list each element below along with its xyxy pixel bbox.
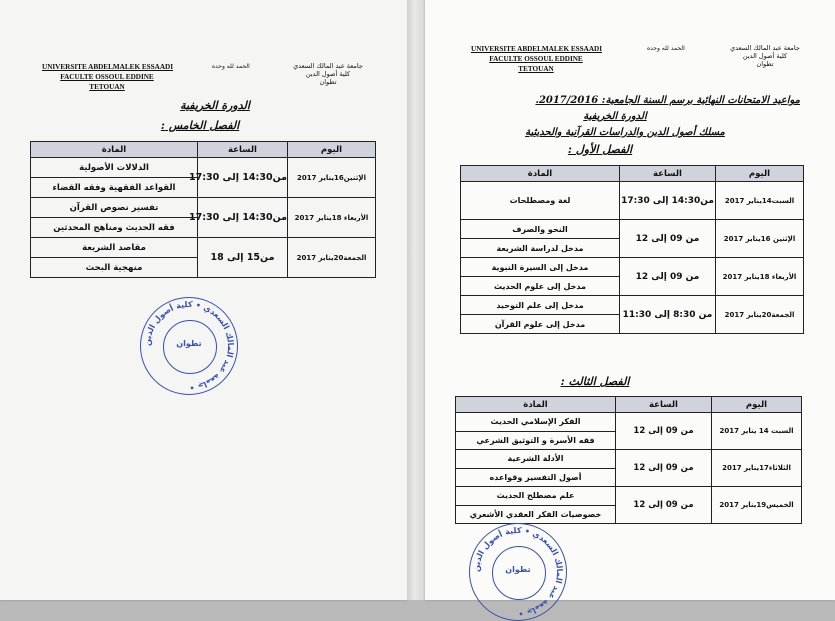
header-ar-city: تطوان <box>756 60 774 68</box>
schedule-table-s1 <box>460 165 804 334</box>
exam-day: الثلاثاء17يناير 2017 <box>712 450 802 487</box>
exam-subject: أصول التفسير وقواعده <box>456 468 616 487</box>
university-stamp <box>469 523 567 621</box>
column-header-subject: المادة <box>31 142 198 158</box>
table-row <box>461 296 804 315</box>
basmala: الحمد لله وحده <box>647 45 685 52</box>
exam-subject: علم مصطلح الحديث <box>456 487 616 506</box>
exam-subject: فقه الأسرة و التوثيق الشرعي <box>456 431 616 450</box>
exam-subject: مدخل إلى علوم الحديث <box>461 277 620 296</box>
exam-subject: مدخل إلى علم التوحيد <box>461 296 620 315</box>
exam-subject: خصوصيات الفكر العقدي الأشعري <box>456 505 616 524</box>
exam-subject: مقاصد الشريعة <box>31 238 198 258</box>
exam-day: الإثنين 16يناير 2017 <box>716 220 804 258</box>
track-title: مسلك أصول الدين والدراسات القرآنية والحديثية <box>525 127 725 138</box>
stamp-center-text: تطوان <box>176 339 202 348</box>
exam-subject: الدلالات الأصولية <box>31 158 198 178</box>
schedule-table-s5 <box>30 141 376 278</box>
exam-subject: فقه الحديث ومناهج المحدثين <box>31 218 198 238</box>
exam-time: من 09 إلى 12 <box>616 450 712 487</box>
exam-subject: الأدلة الشرعية <box>456 450 616 469</box>
exam-day: الأربعاء 18يناير 2017 <box>716 258 804 296</box>
exam-day: السبت 14 يناير 2017 <box>712 413 802 450</box>
stamp-ring-text: جامعة عبد المالك السعدي • كلية أصول الدين • <box>471 525 565 619</box>
header-fr <box>471 44 601 74</box>
exam-subject: الفكر الإسلامي الحديث <box>456 413 616 432</box>
table-row <box>456 487 802 506</box>
table-row <box>461 182 804 220</box>
column-header-time: الساعة <box>616 397 712 413</box>
exam-subject: مدخل لدراسة الشريعة <box>461 239 620 258</box>
main-title: مواعيد الامتحانات النهائية برسم السنة الجامعية: 2017/2016. <box>535 95 800 106</box>
exam-day: الجمعة20يناير 2017 <box>716 296 804 334</box>
exam-time: من14:30 إلى 17:30 <box>620 182 716 220</box>
header-ar <box>292 62 364 86</box>
book-gutter <box>407 0 425 600</box>
exam-time: من14:30 إلى 17:30 <box>198 198 288 238</box>
table-row <box>31 238 376 258</box>
semester1-title: الفصل الأول : <box>567 143 633 156</box>
table-row <box>456 450 802 469</box>
exam-time: من 8:30 إلى 11:30 <box>620 296 716 334</box>
semester3-title: الفصل الثالث : <box>560 375 630 388</box>
exam-time: من 09 إلى 12 <box>620 258 716 296</box>
stamp-ring-text: جامعة عبد المالك السعدي • كلية أصول الدين • <box>142 299 236 393</box>
session-title: الدورة الخريفية <box>583 111 647 122</box>
exam-subject: منهجية البحث <box>31 258 198 278</box>
header-fr-faculty: FACULTE OSSOUL EDDINE <box>489 55 583 63</box>
semester-title: الفصل الخامس : <box>160 119 240 132</box>
column-header-day: اليوم <box>712 397 802 413</box>
header-ar <box>725 44 805 68</box>
header-ar-faculty: كلية أصول الدين <box>305 70 351 78</box>
exam-time: من15 إلى 18 <box>198 238 288 278</box>
exam-day: السبت14يناير 2017 <box>716 182 804 220</box>
column-header-day: اليوم <box>716 166 804 182</box>
header-fr <box>42 62 172 92</box>
table-row <box>31 158 376 178</box>
stamp-center-text: تطوان <box>505 565 531 574</box>
session-title: الدورة الخريفية <box>180 99 250 112</box>
header-fr-university: UNIVERSITE ABDELMALEK ESSAADI <box>42 63 174 71</box>
header-ar-faculty: كلية أصول الدين <box>742 52 788 60</box>
exam-subject: القواعد الفقهية وفقه القضاء <box>31 178 198 198</box>
right-sheet <box>425 0 835 619</box>
exam-subject: مدخل إلى السيرة النبوية <box>461 258 620 277</box>
table-row <box>31 198 376 218</box>
exam-subject: تفسير نصوص القرآن <box>31 198 198 218</box>
exam-subject: النحو والصرف <box>461 220 620 239</box>
exam-time: من 09 إلى 12 <box>620 220 716 258</box>
exam-time: من14:30 إلى 17:30 <box>198 158 288 198</box>
exam-day: الأربعاء 18يناير 2017 <box>288 198 376 238</box>
table-row <box>456 413 802 432</box>
header-fr-faculty: FACULTE OSSOUL EDDINE <box>60 73 154 81</box>
exam-subject: لغة ومصطلحات <box>461 182 620 220</box>
column-header-time: الساعة <box>620 166 716 182</box>
basmala: الحمد لله وحده <box>212 63 250 70</box>
header-ar-city: تطوان <box>319 78 337 86</box>
exam-day: الجمعة20يناير 2017 <box>288 238 376 278</box>
exam-subject: مدخل إلى علوم القرآن <box>461 315 620 334</box>
column-header-time: الساعة <box>198 142 288 158</box>
header-fr-city: TETOUAN <box>89 83 125 91</box>
header-ar-university: جامعة عبد المالك السعدي <box>730 44 800 52</box>
table-row <box>461 258 804 277</box>
header-fr-city: TETOUAN <box>518 65 554 73</box>
exam-day: الإثنين16يناير 2017 <box>288 158 376 198</box>
header-ar-university: جامعة عبد المالك السعدي <box>293 62 363 70</box>
left-sheet <box>0 0 407 600</box>
schedule-table-s3 <box>455 396 802 524</box>
university-stamp <box>140 297 238 395</box>
column-header-day: اليوم <box>288 142 376 158</box>
column-header-subject: المادة <box>461 166 620 182</box>
exam-time: من 09 إلى 12 <box>616 413 712 450</box>
table-row <box>461 220 804 239</box>
exam-day: الخميس19يناير 2017 <box>712 487 802 524</box>
header-fr-university: UNIVERSITE ABDELMALEK ESSAADI <box>471 45 603 53</box>
column-header-subject: المادة <box>456 397 616 413</box>
exam-time: من 09 إلى 12 <box>616 487 712 524</box>
